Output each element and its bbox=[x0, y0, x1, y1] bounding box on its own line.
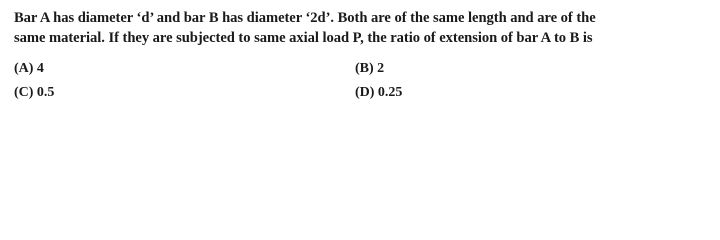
option-a: (A) 4 bbox=[14, 61, 44, 76]
option-d: (D) 0.25 bbox=[355, 85, 403, 100]
question-line-1: Bar A has diameter ‘d’ and bar B has diameter ‘2d’. Both are of the same length and are of the bbox=[14, 10, 596, 26]
option-c: (C) 0.5 bbox=[14, 85, 55, 100]
question-line-2: same material. If they are subjected to same axial load P, the ratio of extension of bar A to B is bbox=[14, 29, 593, 46]
option-b: (B) 2 bbox=[355, 61, 385, 76]
question-text bbox=[14, 9, 714, 48]
